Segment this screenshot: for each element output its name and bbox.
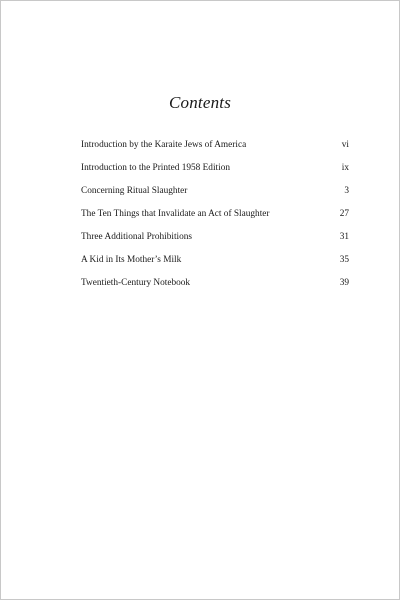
- toc-entry-page: 39: [339, 278, 349, 288]
- toc-entry-title: Twentieth-Century Notebook: [81, 278, 191, 288]
- toc-entry: [81, 276, 349, 299]
- table-of-contents: [81, 138, 349, 299]
- toc-entry-page: 31: [339, 232, 349, 242]
- toc-entry-title: Concerning Ritual Slaughter: [81, 186, 188, 196]
- contents-heading: Contents: [168, 93, 232, 112]
- toc-entry-title: Introduction by the Karaite Jews of America: [81, 140, 247, 150]
- toc-entry-page: 3: [344, 186, 349, 196]
- toc-entry-page: 27: [339, 209, 349, 219]
- toc-entry-title: Three Additional Prohibitions: [81, 232, 193, 242]
- toc-entry: [81, 161, 349, 184]
- toc-entry-title: A Kid in Its Mother’s Milk: [81, 255, 182, 265]
- toc-entry: [81, 230, 349, 253]
- toc-entry-page: ix: [341, 163, 349, 173]
- toc-entry-title: The Ten Things that Invalidate an Act of Slaughter: [81, 209, 270, 219]
- toc-entry: [81, 138, 349, 161]
- toc-entry: [81, 184, 349, 207]
- toc-entry-page: vi: [341, 140, 349, 150]
- toc-entry: [81, 207, 349, 230]
- toc-entry-title: Introduction to the Printed 1958 Edition: [81, 163, 230, 173]
- toc-entry: [81, 253, 349, 276]
- toc-entry-page: 35: [339, 255, 349, 265]
